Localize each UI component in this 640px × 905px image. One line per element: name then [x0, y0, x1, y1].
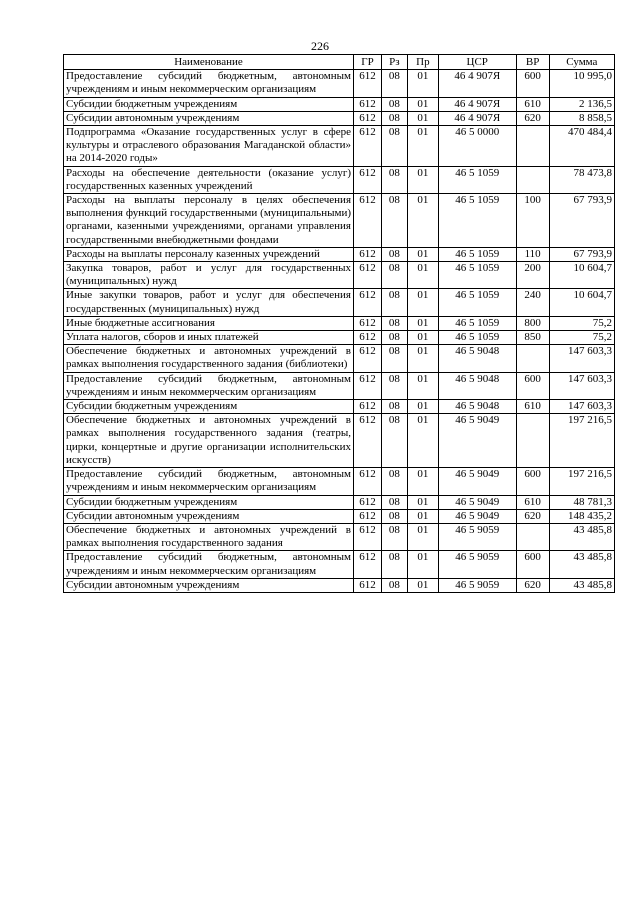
cell-sum: 67 793,9 [549, 194, 614, 248]
cell-pr: 01 [407, 111, 438, 125]
cell-rz: 08 [381, 468, 407, 495]
cell-gr: 612 [354, 331, 382, 345]
cell-csr: 46 5 9048 [438, 345, 516, 372]
table-row [64, 400, 615, 414]
cell-name: Предоставление субсидий бюджетным, автономным учреждениям и иным некоммерческим организациям [64, 551, 354, 578]
cell-gr: 612 [354, 289, 382, 316]
table-row [64, 345, 615, 372]
table-row [64, 70, 615, 97]
cell-name: Обеспечение бюджетных и автономных учреждений в рамках выполнения государственного задания (библиотеки) [64, 345, 354, 372]
cell-gr: 612 [354, 111, 382, 125]
cell-name: Субсидии автономным учреждениям [64, 509, 354, 523]
cell-vr: 600 [516, 372, 549, 399]
cell-gr: 612 [354, 468, 382, 495]
table-body [64, 70, 615, 593]
cell-name: Предоставление субсидий бюджетным, автономным учреждениям и иным некоммерческим организациям [64, 70, 354, 97]
cell-rz: 08 [381, 345, 407, 372]
cell-gr: 612 [354, 414, 382, 468]
cell-rz: 08 [381, 111, 407, 125]
table-row [64, 509, 615, 523]
budget-table [63, 54, 615, 593]
cell-rz: 08 [381, 247, 407, 261]
cell-rz: 08 [381, 262, 407, 289]
cell-pr: 01 [407, 262, 438, 289]
table-row [64, 166, 615, 193]
cell-gr: 612 [354, 495, 382, 509]
cell-vr: 850 [516, 331, 549, 345]
cell-vr [516, 345, 549, 372]
cell-csr: 46 5 9049 [438, 495, 516, 509]
cell-vr: 620 [516, 509, 549, 523]
cell-csr: 46 5 9049 [438, 468, 516, 495]
cell-pr: 01 [407, 289, 438, 316]
cell-sum: 197 216,5 [549, 468, 614, 495]
cell-rz: 08 [381, 523, 407, 550]
cell-gr: 612 [354, 166, 382, 193]
cell-csr: 46 4 907Я [438, 97, 516, 111]
cell-rz: 08 [381, 194, 407, 248]
table-row [64, 495, 615, 509]
cell-sum: 470 484,4 [549, 126, 614, 167]
cell-gr: 612 [354, 126, 382, 167]
cell-gr: 612 [354, 578, 382, 592]
cell-sum: 2 136,5 [549, 97, 614, 111]
cell-rz: 08 [381, 495, 407, 509]
cell-csr: 46 5 9049 [438, 509, 516, 523]
cell-pr: 01 [407, 400, 438, 414]
table-row [64, 414, 615, 468]
cell-pr: 01 [407, 372, 438, 399]
cell-name: Предоставление субсидий бюджетным, автономным учреждениям и иным некоммерческим организациям [64, 468, 354, 495]
cell-sum: 10 604,7 [549, 289, 614, 316]
cell-rz: 08 [381, 126, 407, 167]
cell-rz: 08 [381, 551, 407, 578]
cell-sum: 148 435,2 [549, 509, 614, 523]
cell-pr: 01 [407, 331, 438, 345]
cell-csr: 46 5 1059 [438, 262, 516, 289]
cell-name: Обеспечение бюджетных и автономных учреждений в рамках выполнения государственного задания [64, 523, 354, 550]
cell-name: Уплата налогов, сборов и иных платежей [64, 331, 354, 345]
cell-gr: 612 [354, 372, 382, 399]
cell-vr [516, 126, 549, 167]
cell-sum: 43 485,8 [549, 523, 614, 550]
cell-pr: 01 [407, 551, 438, 578]
cell-csr: 46 4 907Я [438, 70, 516, 97]
cell-sum: 67 793,9 [549, 247, 614, 261]
cell-csr: 46 5 1059 [438, 247, 516, 261]
cell-vr: 100 [516, 194, 549, 248]
cell-rz: 08 [381, 578, 407, 592]
cell-pr: 01 [407, 345, 438, 372]
cell-name: Расходы на выплаты персоналу казенных учреждений [64, 247, 354, 261]
cell-csr: 46 5 1059 [438, 166, 516, 193]
cell-vr [516, 166, 549, 193]
cell-rz: 08 [381, 372, 407, 399]
cell-vr: 600 [516, 70, 549, 97]
cell-sum: 78 473,8 [549, 166, 614, 193]
cell-csr: 46 5 1059 [438, 194, 516, 248]
cell-gr: 612 [354, 551, 382, 578]
cell-pr: 01 [407, 166, 438, 193]
cell-gr: 612 [354, 509, 382, 523]
cell-csr: 46 5 1059 [438, 316, 516, 330]
cell-vr: 610 [516, 495, 549, 509]
cell-csr: 46 5 9048 [438, 400, 516, 414]
cell-sum: 147 603,3 [549, 345, 614, 372]
cell-csr: 46 5 9059 [438, 578, 516, 592]
table-row [64, 523, 615, 550]
cell-gr: 612 [354, 316, 382, 330]
cell-name: Расходы на обеспечение деятельности (оказание услуг) государственных казенных учреждений [64, 166, 354, 193]
table-row [64, 331, 615, 345]
table-row [64, 578, 615, 592]
cell-pr: 01 [407, 509, 438, 523]
header-vr: ВР [516, 55, 549, 70]
cell-sum: 197 216,5 [549, 414, 614, 468]
cell-name: Обеспечение бюджетных и автономных учреждений в рамках выполнения государственного задания (театры, цирки, концертные и другие организации исполнительских искусств) [64, 414, 354, 468]
table-row [64, 551, 615, 578]
cell-rz: 08 [381, 331, 407, 345]
cell-pr: 01 [407, 247, 438, 261]
table-row [64, 194, 615, 248]
cell-name: Субсидии автономным учреждениям [64, 578, 354, 592]
cell-sum: 10 995,0 [549, 70, 614, 97]
table-row [64, 468, 615, 495]
table-row [64, 316, 615, 330]
cell-sum: 8 858,5 [549, 111, 614, 125]
table-row [64, 247, 615, 261]
cell-name: Иные закупки товаров, работ и услуг для обеспечения государственных (муниципальных) нужд [64, 289, 354, 316]
cell-csr: 46 4 907Я [438, 111, 516, 125]
table-row [64, 262, 615, 289]
cell-sum: 10 604,7 [549, 262, 614, 289]
cell-pr: 01 [407, 523, 438, 550]
cell-name: Закупка товаров, работ и услуг для государственных (муниципальных) нужд [64, 262, 354, 289]
cell-sum: 75,2 [549, 316, 614, 330]
cell-vr: 610 [516, 97, 549, 111]
cell-vr: 610 [516, 400, 549, 414]
cell-pr: 01 [407, 126, 438, 167]
cell-vr: 200 [516, 262, 549, 289]
page-number: 226 [311, 39, 329, 53]
header-name: Наименование [64, 55, 354, 70]
cell-rz: 08 [381, 70, 407, 97]
cell-rz: 08 [381, 509, 407, 523]
cell-name: Субсидии автономным учреждениям [64, 111, 354, 125]
cell-pr: 01 [407, 414, 438, 468]
cell-rz: 08 [381, 316, 407, 330]
cell-gr: 612 [354, 194, 382, 248]
cell-vr: 800 [516, 316, 549, 330]
cell-vr: 600 [516, 468, 549, 495]
cell-name: Подпрограмма «Оказание государственных услуг в сфере культуры и отраслевого образования Магаданской области» на 2014-2020 годы» [64, 126, 354, 167]
cell-rz: 08 [381, 97, 407, 111]
cell-gr: 612 [354, 97, 382, 111]
cell-rz: 08 [381, 400, 407, 414]
cell-vr: 110 [516, 247, 549, 261]
header-gr: ГР [354, 55, 382, 70]
cell-pr: 01 [407, 495, 438, 509]
cell-csr: 46 5 1059 [438, 331, 516, 345]
cell-pr: 01 [407, 194, 438, 248]
table-row [64, 97, 615, 111]
cell-pr: 01 [407, 70, 438, 97]
cell-gr: 612 [354, 523, 382, 550]
header-sum: Сумма [549, 55, 614, 70]
cell-sum: 43 485,8 [549, 578, 614, 592]
header-pr: Пр [407, 55, 438, 70]
cell-csr: 46 5 9048 [438, 372, 516, 399]
table-row [64, 289, 615, 316]
table-row [64, 111, 615, 125]
table-row [64, 372, 615, 399]
cell-csr: 46 5 1059 [438, 289, 516, 316]
cell-rz: 08 [381, 289, 407, 316]
table-header-row [64, 55, 615, 70]
cell-csr: 46 5 9049 [438, 414, 516, 468]
cell-sum: 43 485,8 [549, 551, 614, 578]
cell-csr: 46 5 9059 [438, 551, 516, 578]
cell-csr: 46 5 9059 [438, 523, 516, 550]
cell-sum: 147 603,3 [549, 372, 614, 399]
cell-vr: 600 [516, 551, 549, 578]
cell-gr: 612 [354, 262, 382, 289]
cell-rz: 08 [381, 414, 407, 468]
cell-gr: 612 [354, 247, 382, 261]
cell-name: Расходы на выплаты персоналу в целях обеспечения выполнения функций государственными (муниципальными) органами, казенными учреждениями, органами управления государственными внебюджетными фондами [64, 194, 354, 248]
cell-sum: 147 603,3 [549, 400, 614, 414]
cell-sum: 48 781,3 [549, 495, 614, 509]
cell-name: Субсидии бюджетным учреждениям [64, 400, 354, 414]
table-row [64, 126, 615, 167]
cell-name: Предоставление субсидий бюджетным, автономным учреждениям и иным некоммерческим организациям [64, 372, 354, 399]
cell-vr [516, 523, 549, 550]
cell-gr: 612 [354, 345, 382, 372]
cell-name: Субсидии бюджетным учреждениям [64, 97, 354, 111]
cell-gr: 612 [354, 400, 382, 414]
cell-pr: 01 [407, 316, 438, 330]
cell-name: Субсидии бюджетным учреждениям [64, 495, 354, 509]
cell-vr: 620 [516, 578, 549, 592]
cell-rz: 08 [381, 166, 407, 193]
cell-pr: 01 [407, 97, 438, 111]
cell-csr: 46 5 0000 [438, 126, 516, 167]
cell-vr: 620 [516, 111, 549, 125]
cell-sum: 75,2 [549, 331, 614, 345]
cell-gr: 612 [354, 70, 382, 97]
cell-pr: 01 [407, 578, 438, 592]
cell-vr: 240 [516, 289, 549, 316]
cell-name: Иные бюджетные ассигнования [64, 316, 354, 330]
header-csr: ЦСР [438, 55, 516, 70]
cell-vr [516, 414, 549, 468]
cell-pr: 01 [407, 468, 438, 495]
header-rz: Рз [381, 55, 407, 70]
